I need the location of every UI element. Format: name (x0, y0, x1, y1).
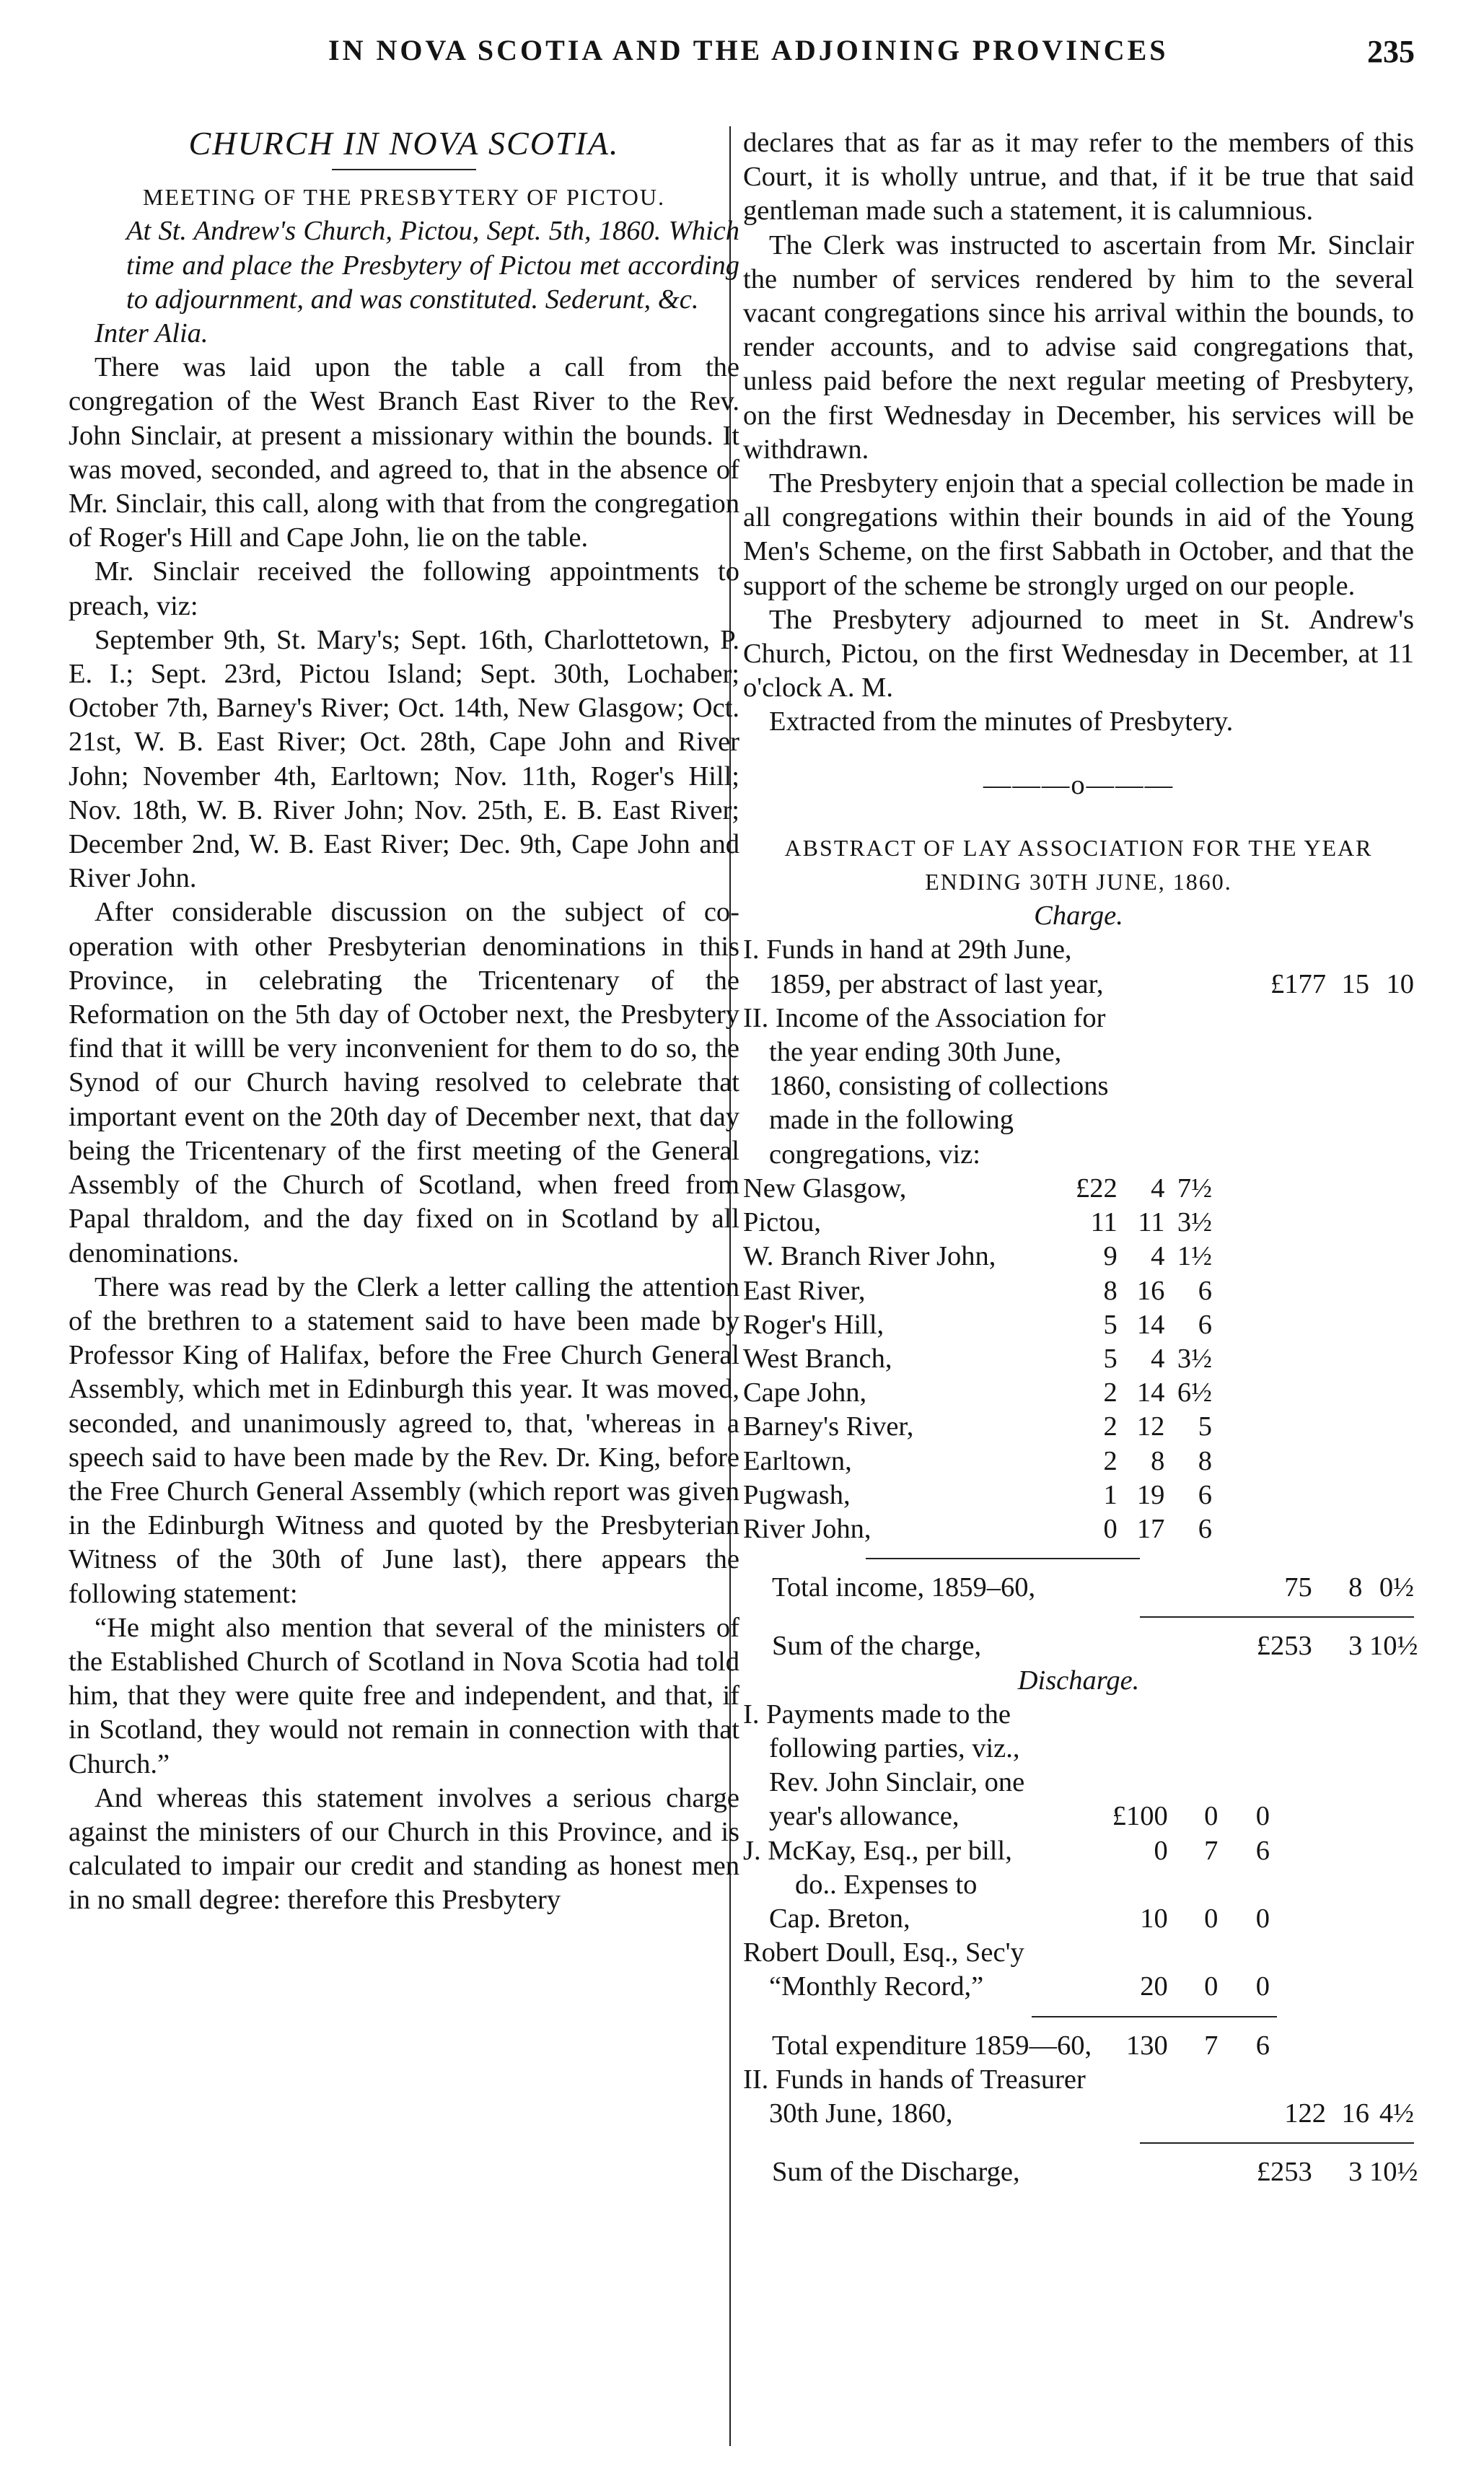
pounds: 75 (1284, 1572, 1312, 1603)
inter-alia: Inter Alia. (95, 318, 208, 349)
pounds: 8 (1103, 1275, 1118, 1306)
congregation-amount (1074, 1410, 1212, 1444)
pence: 6 (1198, 1309, 1212, 1340)
congregation-name: Earltown, (743, 1445, 852, 1476)
shillings: 0 (1204, 1903, 1219, 1934)
discharge-item-2 (743, 1834, 1414, 1868)
paragraph-whereas: And whereas this statement involves a serious charge against the ministers of our Church in this Province, and is calculated to impair our credit and standing as honest men in no small degree: therefore this Presbytery (69, 1782, 739, 1916)
sum-charge-row (743, 1629, 1418, 1663)
congregation-name: Pictou, (743, 1207, 822, 1238)
section-title: CHURCH IN NOVA SCOTIA. (188, 125, 620, 162)
congregation-row (743, 1274, 1414, 1308)
discharge-item-1-line2: following parties, viz., (769, 1732, 1020, 1763)
ornament-divider: ———o——— (983, 769, 1175, 800)
pence: 6 (1198, 1513, 1212, 1544)
pounds: 10 (1140, 1903, 1168, 1934)
pence: 10½ (1369, 1631, 1418, 1662)
discharge-item-5-label: 30th June, 1860, (769, 2098, 953, 2129)
shillings: 8 (1151, 1445, 1165, 1476)
pence: 8 (1198, 1445, 1212, 1476)
congregation-amount (1074, 1274, 1212, 1308)
discharge-item-1 (743, 1800, 1414, 1833)
sum-charge-label: Sum of the charge, (772, 1631, 982, 1662)
running-head (0, 33, 1484, 84)
congregation-amount (1074, 1478, 1212, 1512)
sum-discharge-row (743, 2155, 1418, 2189)
charge-item-1-label: 1859, per abstract of last year, (769, 968, 1104, 999)
pounds: 122 (1284, 2098, 1326, 2129)
shillings: 7 (1204, 1835, 1219, 1866)
pence: 4½ (1379, 2098, 1414, 2129)
congregation-row (743, 1206, 1414, 1240)
pence: 0 (1255, 1903, 1270, 1934)
congregation-name: Roger's Hill, (743, 1309, 884, 1340)
discharge-item-2-label: J. McKay, Esq., per bill, (743, 1835, 1012, 1866)
pence: 3½ (1177, 1343, 1212, 1374)
total-expenditure-amount (1096, 2029, 1270, 2063)
shillings: 16 (1136, 1275, 1165, 1306)
pounds: 0 (1103, 1513, 1118, 1544)
shillings: 16 (1341, 2098, 1369, 2129)
pounds: £253 (1256, 1631, 1312, 1662)
shillings: 3 (1348, 1631, 1363, 1662)
pounds: 5 (1103, 1309, 1118, 1340)
discharge-item-4-label: “Monthly Record,” (769, 1971, 984, 2002)
congregation-list (743, 1172, 1414, 1546)
meeting-heading: MEETING OF THE PRESBYTERY OF PICTOU. (143, 184, 665, 211)
discharge-item-3-amount (1096, 1902, 1270, 1936)
paragraph-collection: The Presbytery enjoin that a special collection be made in all congregations within their bounds in aid of the Young Men's Scheme, on the first Sabbath in October, and that the support of the scheme be strongly urged on our people. (743, 468, 1414, 601)
total-income-amount (1240, 1571, 1414, 1605)
congregation-row (743, 1445, 1414, 1478)
congregation-amount (1074, 1376, 1212, 1410)
congregation-name: River John, (743, 1513, 871, 1544)
pence: 10½ (1369, 2157, 1418, 2188)
pence: 6 (1198, 1479, 1212, 1510)
total-expenditure-label: Total expenditure 1859—60, (772, 2030, 1092, 2061)
discharge-item-4-line1: Robert Doull, Esq., Sec'y (743, 1937, 1024, 1968)
discharge-item-3-label: Cap. Breton, (769, 1903, 910, 1934)
congregation-name: W. Branch River John, (743, 1241, 996, 1272)
total-expenditure-row (743, 2029, 1414, 2063)
sum-discharge-label: Sum of the Discharge, (772, 2157, 1020, 2188)
shillings: 12 (1136, 1411, 1165, 1442)
shillings: 14 (1136, 1309, 1165, 1340)
charge-item-2: II. Income of the Association for the year ending 30th June, 1860, consisting of collections made in the following congregations, viz: (743, 1002, 1109, 1170)
pence: 6 (1198, 1275, 1212, 1306)
pence: 0 (1255, 1971, 1270, 2002)
pence: 5 (1198, 1411, 1212, 1442)
pounds: £22 (1076, 1173, 1118, 1204)
discharge-item-1-amount (1096, 1800, 1270, 1833)
paragraph-extracted: Extracted from the minutes of Presbytery. (769, 706, 1234, 737)
shillings: 4 (1151, 1241, 1165, 1272)
congregation-name: East River, (743, 1275, 866, 1306)
congregation-amount (1074, 1342, 1212, 1376)
pounds: 2 (1103, 1411, 1118, 1442)
pounds: £177 (1270, 968, 1326, 999)
left-column (69, 126, 739, 1918)
congregation-row (743, 1478, 1414, 1512)
pounds: 5 (1103, 1343, 1118, 1374)
congregation-row (743, 1172, 1414, 1206)
congregation-amount (1074, 1240, 1212, 1274)
congregation-name: New Glasgow, (743, 1173, 907, 1204)
pence: 7½ (1177, 1173, 1212, 1204)
congregation-amount (1074, 1172, 1212, 1206)
congregation-row (743, 1512, 1414, 1546)
congregation-row (743, 1410, 1414, 1444)
congregation-name: Pugwash, (743, 1479, 851, 1510)
congregation-name: Cape John, (743, 1377, 867, 1408)
congregation-row (743, 1342, 1414, 1376)
pounds: 1 (1103, 1479, 1118, 1510)
shillings: 4 (1151, 1343, 1165, 1374)
pounds: 11 (1090, 1207, 1118, 1238)
shillings: 17 (1136, 1513, 1165, 1544)
discharge-item-3 (743, 1902, 1414, 1936)
subtotal-rule (866, 1558, 1140, 1559)
sum-discharge-rule (1140, 2142, 1414, 2144)
paragraph-adjourned: The Presbytery adjourned to meet in St. Andrew's Church, Pictou, on the first Wednesday in December, at 11 o'clock A. M. (743, 604, 1414, 704)
congregation-row (743, 1240, 1414, 1274)
total-income-label: Total income, 1859–60, (772, 1572, 1036, 1603)
pence: 3½ (1177, 1207, 1212, 1238)
charge-item-1-amount (1254, 968, 1414, 1002)
pence: 6 (1255, 2030, 1270, 2061)
pounds: £253 (1256, 2157, 1312, 2188)
charge-item-1-line1: I. Funds in hand at 29th June, (743, 934, 1072, 965)
sum-charge-rule (1140, 1616, 1414, 1618)
pence: 10 (1386, 968, 1414, 999)
congregation-row (743, 1376, 1414, 1410)
discharge-item-3-line1: do.. Expenses to (795, 1869, 978, 1900)
discharge-item-5-amount (1254, 2097, 1414, 2131)
congregation-amount (1074, 1206, 1212, 1240)
pounds: £100 (1112, 1801, 1168, 1832)
discharge-item-1-label: year's allowance, (769, 1801, 960, 1832)
right-column (743, 126, 1418, 2189)
discharge-item-5 (743, 2097, 1414, 2131)
paragraph-declares: declares that as far as it may refer to the members of this Court, it is wholly untrue, and that, if it be true that said gentleman made such a statement, it is calumnious. (743, 128, 1414, 227)
running-title: IN NOVA SCOTIA AND THE ADJOINING PROVINCES (328, 34, 1169, 66)
shillings: 8 (1348, 1572, 1363, 1603)
paragraph-appointments: September 9th, St. Mary's; Sept. 16th, Charlottetown, P. E. I.; Sept. 23rd, Pictou Island; Sept. 30th, Lochaber; October 7th, Barney's River; Oct. 14th, New Glasgow; Oct. 21st, W. B. East River; Oct. 28th, Cape John and River John; November 4th, Earltown; Nov. 11th, Roger's Hill; Nov. 18th, W. B. River John; Nov. 25th, E. B. East River; December 2nd, W. B. East River; Dec. 9th, Cape John and River John. (69, 624, 739, 894)
shillings: 0 (1204, 1971, 1219, 2002)
paragraph-clerk: The Clerk was instructed to ascertain from Mr. Sinclair the number of services rendered by him to the several vacant congregations since his arrival within the bounds, to render accounts, and to advise said congregations that, unless paid before the next regular meeting of Presbytery, on the first Wednesday in December, his services will be withdrawn. (743, 229, 1414, 465)
pounds: 2 (1103, 1445, 1118, 1476)
congregation-amount (1074, 1308, 1212, 1342)
total-income-row (743, 1571, 1414, 1605)
pounds: 9 (1103, 1241, 1118, 1272)
sum-charge-amount (1240, 1629, 1418, 1663)
congregation-name: West Branch, (743, 1343, 892, 1374)
pence: 6 (1255, 1835, 1270, 1866)
discharge-item-5-line1: II. Funds in hands of Treasurer (743, 2064, 1086, 2095)
page-number: 235 (1367, 34, 1415, 69)
congregation-amount (1074, 1512, 1212, 1546)
pounds: 130 (1126, 2030, 1168, 2061)
sum-discharge-amount (1240, 2155, 1418, 2189)
shillings: 0 (1204, 1801, 1219, 1832)
shillings: 19 (1136, 1479, 1165, 1510)
title-rule (332, 169, 476, 170)
pence: 0 (1255, 1801, 1270, 1832)
pounds: 2 (1103, 1377, 1118, 1408)
abstract-title: ABSTRACT OF LAY ASSOCIATION FOR THE YEAR ENDING 30TH JUNE, 1860. (784, 834, 1373, 895)
pounds: 0 (1154, 1835, 1168, 1866)
pence: 0½ (1379, 1572, 1414, 1603)
meeting-intro: At St. Andrew's Church, Pictou, Sept. 5th, 1860. Which time and place the Presbytery of Pictou met according to adjournment, and was constituted. Sederunt, &c. (126, 216, 739, 315)
discharge-item-1-line1: I. Payments made to the (743, 1699, 1011, 1730)
paragraph-tricentenary: After considerable discussion on the subject of co-operation with other Presbyterian denominations in this Province, in celebrating the Tricentenary of the Reformation on the 5th day of October next, the Presbytery find that it willl be very inconvenient for them to do so, the Synod of our Church having resolved to celebrate that important event on the 20th day of December next, that day being the Tricentenary of the first meeting of the General Assembly of the Church of Scotland, when freed from Papal thraldom, and the day fixed on in Scotland by all denominations. (69, 897, 739, 1268)
discharge-item-4 (743, 1970, 1414, 2004)
shillings: 11 (1138, 1207, 1165, 1238)
shillings: 14 (1136, 1377, 1165, 1408)
shillings: 15 (1341, 968, 1369, 999)
paragraph-call: There was laid upon the table a call from the congregation of the West Branch East River to the Rev. John Sinclair, at present a missionary within the bounds. It was moved, seconded, and agreed to, that in the absence of Mr. Sinclair, this call, along with that from the congregation of Roger's Hill and Cape John, lie on the table. (69, 352, 739, 553)
paragraph-appointments-intro: Mr. Sinclair received the following appointments to preach, viz: (69, 556, 739, 621)
shillings: 4 (1151, 1173, 1165, 1204)
discharge-item-4-amount (1096, 1970, 1270, 2004)
paragraph-quotation: “He might also mention that several of the ministers of the Established Church of Scotland in Nova Scotia had told him, that they were quite free and independent, and that, if in Scotland, they would not remain in connection with that Church.” (69, 1612, 739, 1779)
discharge-heading: Discharge. (1017, 1665, 1140, 1696)
discharge-item-1-line3: Rev. John Sinclair, one (769, 1767, 1025, 1798)
congregation-amount (1074, 1445, 1212, 1478)
shillings: 7 (1204, 2030, 1219, 2061)
congregation-name: Barney's River, (743, 1411, 914, 1442)
shillings: 3 (1348, 2157, 1363, 2188)
congregation-row (743, 1308, 1414, 1342)
pounds: 20 (1140, 1971, 1168, 2002)
paragraph-letter: There was read by the Clerk a letter calling the attention of the brethren to a statement said to have been made by Professor King of Halifax, before the Free Church General Assembly, which met in Edinburgh this year. It was moved, seconded, and unanimously agreed to, that, 'whereas in a speech said to have been made by the Rev. Dr. King, before the Free Church General Assembly (which report was given in the Edinburgh Witness and quoted by the Presbyterian Witness of the 30th of June last), there appears the following statement: (69, 1271, 739, 1609)
charge-item-1 (743, 968, 1414, 1002)
expenditure-rule (1032, 2016, 1277, 2017)
pence: 6½ (1177, 1377, 1212, 1408)
pence: 1½ (1177, 1241, 1212, 1272)
discharge-item-2-amount (1096, 1834, 1270, 1868)
charge-heading: Charge. (1034, 901, 1123, 932)
